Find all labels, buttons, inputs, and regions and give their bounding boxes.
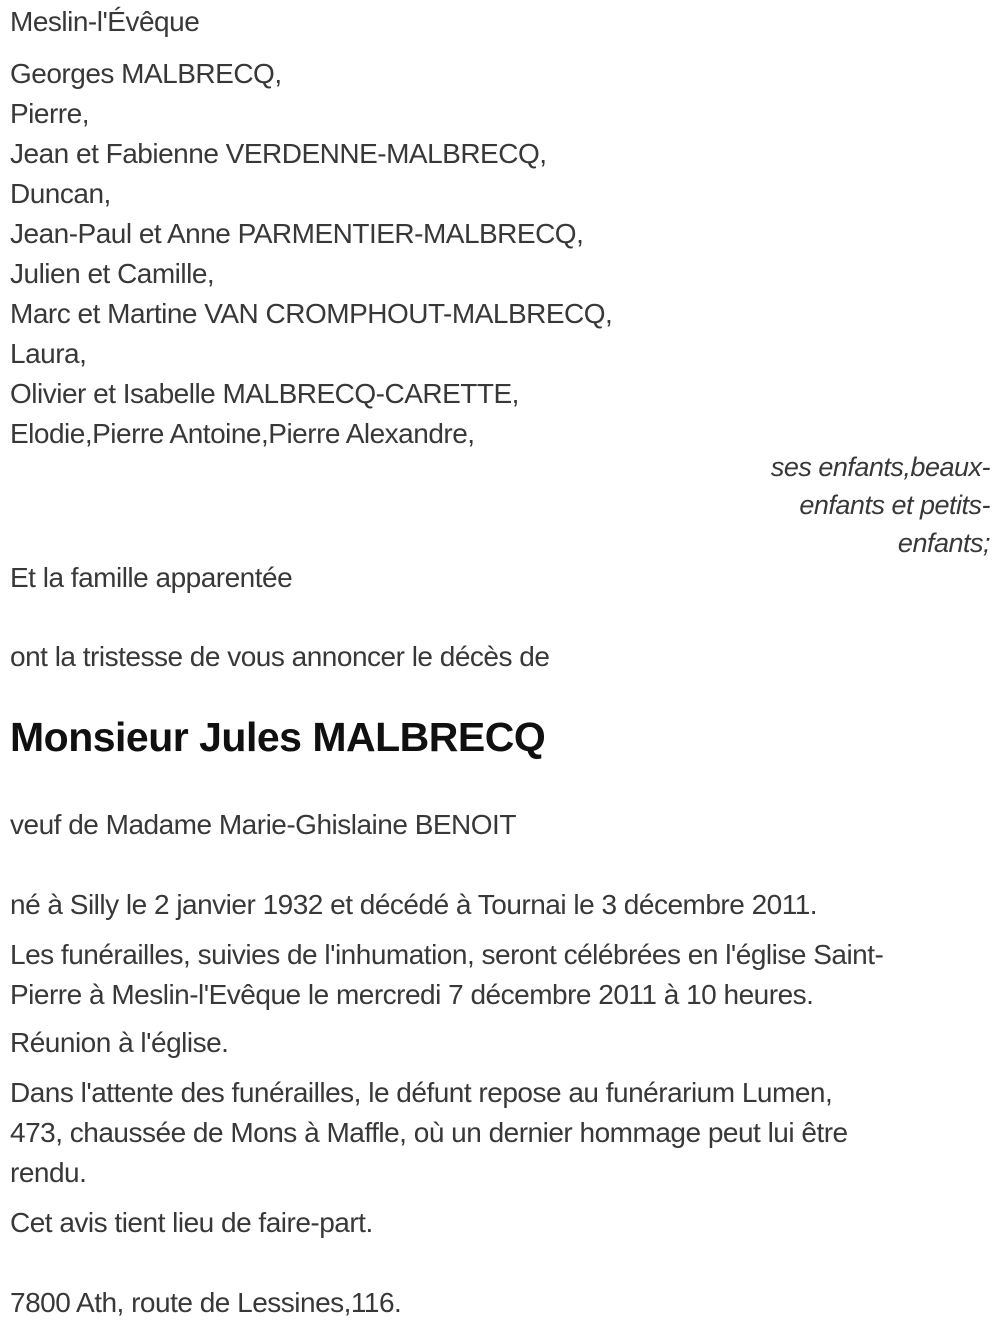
family-member-line: Elodie,Pierre Antoine,Pierre Alexandre, (10, 418, 475, 449)
funeral-details-line: Les funérailles, suivies de l'inhumation, seront célébrées en l'église Saint- (10, 939, 884, 970)
family-member-line: Jean-Paul et Anne PARMENTIER-MALBRECQ, (10, 218, 584, 249)
funeral-details (10, 935, 990, 1015)
extended-family-line: Et la famille apparentée (10, 562, 293, 593)
repose-details-line: rendu. (10, 1157, 87, 1188)
repose-details-line: 473, chaussée de Mons à Maffle, où un dernier hommage peut lui être (10, 1117, 848, 1148)
family-member-line: Marc et Martine VAN CROMPHOUT-MALBRECQ, (10, 298, 613, 329)
deceased-name-title: Monsieur Jules MALBRECQ (10, 714, 546, 760)
repose-details (10, 1073, 990, 1193)
address-line: 7800 Ath, route de Lessines,116. (10, 1287, 402, 1318)
repose-details-line: Dans l'attente des funérailles, le défunt repose au funérarium Lumen, (10, 1077, 833, 1108)
announcement-line: ont la tristesse de vous annoncer le décès de (10, 641, 550, 672)
family-member-line: Georges MALBRECQ, (10, 58, 282, 89)
birth-death-line: né à Silly le 2 janvier 1932 et décédé à Tournai le 3 décembre 2011. (10, 889, 818, 920)
notice-line: Cet avis tient lieu de faire-part. (10, 1207, 373, 1238)
relatives-note-line: ses enfants,beaux- (770, 452, 990, 482)
family-member-line: Laura, (10, 338, 87, 369)
family-member-line: Olivier et Isabelle MALBRECQ-CARETTE, (10, 378, 519, 409)
relatives-note-line: enfants; (897, 528, 990, 558)
family-member-line: Duncan, (10, 178, 111, 209)
church-meeting-line: Réunion à l'église. (10, 1027, 229, 1058)
family-member-line: Jean et Fabienne VERDENNE-MALBRECQ, (10, 138, 547, 169)
relatives-note (10, 448, 990, 562)
location-line: Meslin-l'Évêque (10, 6, 200, 37)
relatives-note-line: enfants et petits- (799, 490, 990, 520)
widower-line: veuf de Madame Marie-Ghislaine BENOIT (10, 809, 516, 840)
family-member-line: Julien et Camille, (10, 258, 215, 289)
funeral-details-line: Pierre à Meslin-l'Evêque le mercredi 7 décembre 2011 à 10 heures. (10, 979, 814, 1010)
family-member-line: Pierre, (10, 98, 89, 129)
family-list (10, 54, 990, 454)
